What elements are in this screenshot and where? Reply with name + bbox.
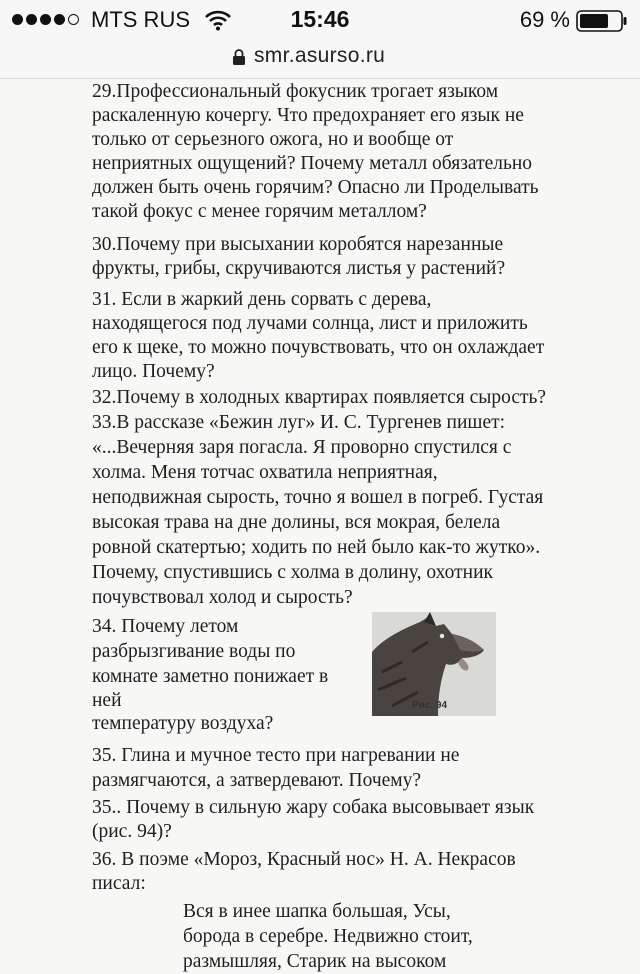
poem-line: борода в серебре. Недвижно стоит, bbox=[183, 926, 473, 947]
text-line: 32.Почему в холодных квартирах появляется сырость? bbox=[92, 387, 547, 408]
clock: 15:46 bbox=[290, 6, 350, 32]
text-line: высокая трава на дне долины, вся мокрая, белела bbox=[92, 512, 501, 533]
address-bar[interactable] bbox=[0, 42, 640, 79]
text-line: 35.. Почему в сильную жару собака высовывает язык bbox=[92, 797, 535, 818]
text-line: должен быть очень горячим? Опасно ли Проделывать bbox=[92, 177, 539, 198]
battery-icon bbox=[576, 10, 628, 32]
text-line: 30.Почему при высыхании коробятся нарезанные bbox=[92, 234, 504, 255]
url-text[interactable]: smr.asurso.ru bbox=[254, 44, 386, 67]
text-line: только от серьезного ожога, но и вообще от bbox=[92, 129, 454, 150]
document-page bbox=[0, 78, 640, 972]
text-line: «...Вечерняя заря погасла. Я проворно спустился с bbox=[92, 437, 512, 458]
text-line: такой фокус с менее горячим металлом? bbox=[92, 201, 427, 222]
text-line: раскаленную кочергу. Что предохраняет его язык не bbox=[92, 105, 524, 126]
carrier-name: MTS RUS bbox=[91, 7, 190, 32]
poem-line: размышляя, Старик на высоком bbox=[183, 951, 447, 972]
text-line: 35. Глина и мучное тесто при нагревании не bbox=[92, 745, 460, 766]
text-line: ней bbox=[92, 690, 122, 711]
text-line: неприятных ощущений? Почему металл обязательно bbox=[92, 153, 533, 174]
poem-line: Вся в инее шапка большая, Усы, bbox=[183, 901, 451, 922]
text-line: (рис. 94)? bbox=[92, 821, 172, 842]
text-line: его к щеке, то можно почувствовать, что он охлаждает bbox=[92, 337, 545, 358]
text-line: лицо. Почему? bbox=[92, 361, 215, 382]
text-line: почувствовал холод и сырость? bbox=[92, 587, 353, 608]
status-bar bbox=[0, 0, 640, 42]
text-line: ровной скатертью; ходить по ней было как-то жутко». bbox=[92, 537, 541, 558]
text-line: размягчаются, а затвердевают. Почему? bbox=[92, 770, 422, 791]
text-line: фрукты, грибы, скручиваются листья у растений? bbox=[92, 258, 506, 279]
text-line: температуру воздуха? bbox=[92, 713, 274, 734]
text-line: 29.Профессиональный фокусник трогает языком bbox=[92, 81, 499, 102]
text-line: писал: bbox=[92, 873, 146, 894]
battery-percentage: 69 % bbox=[519, 7, 570, 32]
text-line: комнате заметно понижает в bbox=[92, 666, 329, 687]
figure-caption: Рис. 94 bbox=[412, 700, 448, 711]
text-line: неподвижная сырость, точно я вошел в погреб. Густая bbox=[92, 487, 544, 508]
lock-icon bbox=[232, 48, 246, 66]
text-line: находящегося под лучами солнца, лист и приложить bbox=[92, 313, 528, 334]
text-line: 34. Почему летом bbox=[92, 616, 239, 637]
text-line: холма. Меня тотчас охватила неприятная, bbox=[92, 462, 438, 483]
text-line: 36. В поэме «Мороз, Красный нос» Н. А. Некрасов bbox=[92, 849, 516, 870]
text-line: Почему, спустившись с холма в долину, охотник bbox=[92, 562, 493, 583]
text-line: 31. Если в жаркий день сорвать с дерева, bbox=[92, 289, 432, 310]
text-line: 33.В рассказе «Бежин луг» И. С. Тургенев пишет: bbox=[92, 412, 506, 433]
text-line: разбрызгивание воды по bbox=[92, 641, 296, 662]
